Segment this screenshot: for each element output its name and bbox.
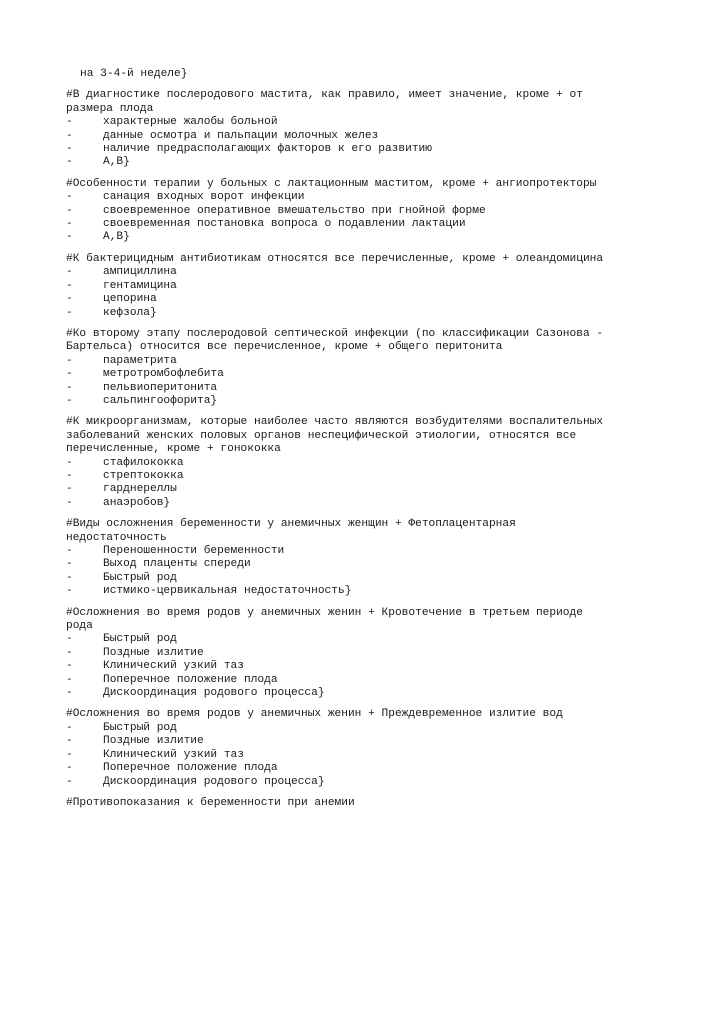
answer-option: [66, 116, 662, 129]
answer-option-text: сальпингоофорита}: [103, 394, 218, 407]
answer-option: [66, 585, 662, 598]
question-text: недостаточность: [66, 531, 167, 544]
bullet-dash: -: [66, 571, 73, 584]
bullet-dash: -: [66, 279, 73, 292]
bullet-dash: -: [66, 266, 73, 279]
bullet-dash: -: [66, 231, 73, 244]
answer-option-text: гентамицина: [103, 279, 177, 292]
answer-option-text: Переношенности беременности: [103, 545, 285, 557]
bullet-dash: -: [66, 633, 73, 646]
question-text: #Противопоказания к беременности при анемии: [66, 796, 355, 809]
answer-option-text: Поздные излитие: [103, 646, 204, 659]
answer-option: [66, 722, 662, 735]
answer-option: [66, 633, 662, 646]
bullet-dash: -: [66, 191, 73, 204]
bullet-dash: -: [66, 143, 73, 156]
bullet-dash: -: [66, 469, 73, 482]
bullet-dash: -: [66, 306, 73, 319]
answer-option-text: данные осмотра и пальпации молочных желез: [103, 129, 379, 142]
answer-option: [66, 660, 662, 673]
answer-option-text: анаэробов}: [103, 496, 171, 509]
answer-option-text: характерные жалобы больной: [103, 116, 278, 129]
answer-option: [66, 545, 662, 558]
answer-option-text: стрептококка: [103, 469, 184, 482]
answer-option-text: метротромбофлебита: [103, 368, 224, 381]
answer-option-text: гарднереллы: [103, 483, 177, 496]
answer-option: [66, 457, 662, 470]
answer-option: [66, 735, 662, 748]
answer-option: [66, 231, 662, 244]
answer-option: [66, 382, 662, 395]
question-block: [66, 178, 662, 245]
answer-option: [66, 218, 662, 231]
answer-option-text: Клинический узкий таз: [103, 660, 244, 673]
answer-option-text: стафилококка: [103, 456, 184, 469]
answer-option: [66, 280, 662, 293]
answer-option: [66, 470, 662, 483]
question-text: размера плода: [66, 102, 154, 115]
bullet-dash: -: [66, 775, 73, 788]
answer-option-text: своевременное оперативное вмешательство при гнойной форме: [103, 204, 486, 217]
bullet-dash: -: [66, 204, 73, 217]
bullet-dash: -: [66, 496, 73, 509]
continuation-line: на 3-4-й неделе}: [80, 68, 188, 80]
question-block: [66, 518, 662, 598]
question-block: [66, 607, 662, 701]
question-text: #Ко второму этапу послеродовой септической инфекции (по классификации Сазонова -: [66, 327, 604, 340]
answer-option-text: Дискоординация родового процесса}: [103, 687, 325, 700]
question-text: #В диагностике послеродового мастита, как правило, имеет значение, кроме + от: [66, 89, 583, 102]
answer-option: [66, 483, 662, 496]
question-text: #Осложнения во время родов у анемичных женин + Кровотечение в третьем периоде: [66, 606, 583, 619]
answer-option-text: Быстрый род: [103, 721, 177, 734]
bullet-dash: -: [66, 116, 73, 129]
bullet-dash: -: [66, 545, 73, 557]
answer-option-text: Быстрый род: [103, 633, 177, 646]
answer-option-text: А,В}: [103, 156, 130, 169]
question-block: [66, 416, 662, 510]
bullet-dash: -: [66, 558, 73, 571]
answer-option-text: Быстрый род: [103, 571, 177, 584]
bullet-dash: -: [66, 129, 73, 142]
question-text: Бартельса) относится все перечисленное, кроме + общего перитонита: [66, 341, 503, 354]
answer-option: [66, 762, 662, 775]
question-text: рода: [66, 620, 93, 633]
answer-option: [66, 497, 662, 510]
answer-option-text: ампициллина: [103, 266, 177, 279]
answer-option-text: своевременная постановка вопроса о подавлении лактации: [103, 218, 466, 231]
bullet-dash: -: [66, 293, 73, 306]
question-text: #К бактерицидным антибиотикам относятся все перечисленные, кроме + олеандомицина: [66, 252, 604, 265]
bullet-dash: -: [66, 381, 73, 394]
answer-option: [66, 307, 662, 320]
bullet-dash: -: [66, 368, 73, 381]
question-block: [66, 253, 662, 320]
bullet-dash: -: [66, 456, 73, 469]
question-block: [66, 89, 662, 169]
bullet-dash: -: [66, 735, 73, 748]
answer-option-text: Клинический узкий таз: [103, 748, 244, 761]
answer-option: [66, 558, 662, 571]
answer-option: [66, 266, 662, 279]
answer-option-text: цепорина: [103, 293, 157, 306]
answer-option: [66, 368, 662, 381]
answer-option-text: наличие предрасполагающих факторов к его развитию: [103, 143, 432, 156]
bullet-dash: -: [66, 585, 73, 598]
question-text: #К микроорганизмам, которые наиболее часто являются возбудителями воспалительных: [66, 416, 604, 429]
bullet-dash: -: [66, 218, 73, 231]
answer-option-text: Дискоординация родового процесса}: [103, 775, 325, 788]
answer-option: [66, 749, 662, 762]
bullet-dash: -: [66, 673, 73, 686]
answer-option: [66, 572, 662, 585]
answer-option-text: параметрита: [103, 354, 177, 367]
answer-option: [66, 674, 662, 687]
bullet-dash: -: [66, 748, 73, 761]
answer-option: [66, 205, 662, 218]
answer-option: [66, 355, 662, 368]
answer-option-text: кефзола}: [103, 306, 157, 319]
answer-option: [66, 395, 662, 408]
bullet-dash: -: [66, 354, 73, 367]
answer-option-text: А,В}: [103, 231, 130, 244]
answer-option: [66, 156, 662, 169]
answer-option: [66, 191, 662, 204]
question-text: #Особенности терапии у больных с лактационным маститом, кроме + ангиопротекторы: [66, 177, 597, 190]
answer-option: [66, 293, 662, 306]
question-block: [66, 797, 662, 810]
bullet-dash: -: [66, 646, 73, 659]
answer-option: [66, 647, 662, 660]
question-text: #Виды осложнения беременности у анемичных женщин + Фетоплацентарная: [66, 518, 516, 531]
answer-option: [66, 130, 662, 143]
question-block: [66, 328, 662, 408]
answer-option-text: Выход плаценты спереди: [103, 558, 251, 571]
answer-option-text: Поздные излитие: [103, 735, 204, 748]
answer-option: [66, 776, 662, 789]
question-block: [66, 708, 662, 788]
answer-option-text: истмико-цервикальная недостаточность}: [103, 585, 352, 598]
bullet-dash: -: [66, 660, 73, 673]
bullet-dash: -: [66, 156, 73, 169]
answer-option-text: Поперечное положение плода: [103, 762, 278, 775]
bullet-dash: -: [66, 483, 73, 496]
bullet-dash: -: [66, 394, 73, 407]
question-list: [66, 89, 662, 810]
answer-option-text: санация входных ворот инфекции: [103, 191, 305, 204]
question-text: заболеваний женских половых органов неспецифической этиологии, относятся все: [66, 429, 577, 442]
answer-option-text: пельвиоперитонита: [103, 381, 218, 394]
document-content: [66, 68, 662, 810]
question-text: перечисленные, кроме + гонококка: [66, 443, 281, 456]
question-text: #Осложнения во время родов у анемичных женин + Преждевременное излитие вод: [66, 708, 563, 721]
bullet-dash: -: [66, 762, 73, 775]
bullet-dash: -: [66, 721, 73, 734]
answer-option-text: Поперечное положение плода: [103, 673, 278, 686]
bullet-dash: -: [66, 687, 73, 700]
answer-option: [66, 143, 662, 156]
answer-option: [66, 687, 662, 700]
